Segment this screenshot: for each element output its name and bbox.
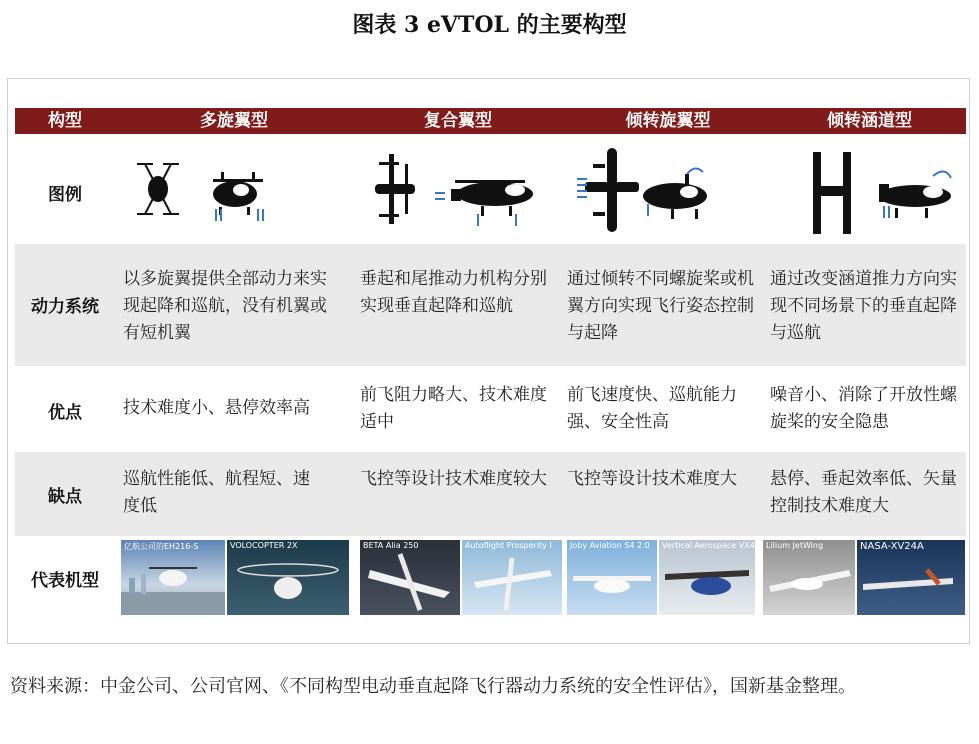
photo-beta-alia	[360, 540, 460, 615]
cons-cell-tiltrotor: 飞控等设计技术难度大	[567, 469, 737, 489]
photo-volocopter	[227, 540, 349, 615]
tiltduct-diagram	[795, 134, 965, 244]
photo-caption: Joby Aviation S4 2.0	[570, 541, 650, 550]
power-cell-tiltduct: 通过改变涵道推力方向实现不同场景下的垂直起降与巡航	[770, 269, 957, 343]
photo-caption: Vertical Aerospace VX4	[662, 541, 755, 550]
source-note: 资料来源：中金公司、公司官网、《不同构型电动垂直起降飞行器动力系统的安全性评估》，国新基金整理。	[10, 676, 856, 697]
photo-vertical-vx4	[659, 540, 755, 615]
compound-wing-diagram	[365, 134, 545, 244]
header-multirotor: 多旋翼型	[200, 111, 268, 131]
header-config: 构型	[48, 111, 82, 131]
cons-cell-tiltduct: 悬停、垂起效率低、矢量控制技术难度大	[770, 469, 957, 516]
photo-caption: VOLOCOPTER 2X	[230, 541, 298, 550]
diagram-row	[15, 134, 966, 244]
pros-cell-tiltrotor: 前飞速度快、巡航能力强、安全性高	[567, 385, 737, 432]
power-system-row	[15, 244, 966, 366]
row-label-cons: 缺点	[48, 487, 82, 507]
row-label-pros: 优点	[48, 403, 82, 423]
photo-autoflight	[462, 540, 562, 615]
header-tiltduct: 倾转涵道型	[827, 111, 912, 131]
pros-cell-tiltduct: 噪音小、消除了开放性螺旋桨的安全隐患	[770, 385, 957, 432]
pros-cell-compound: 前飞阻力略大、技术难度适中	[360, 385, 547, 432]
cons-cell-compound: 飞控等设计技术难度较大	[360, 469, 547, 489]
models-row	[15, 536, 966, 622]
photo-caption: Autoflight Prosperity I	[465, 541, 552, 550]
photo-joby	[567, 540, 657, 615]
figure-title: 图表 3 eVTOL 的主要构型	[352, 12, 627, 38]
photo-caption: NASA-XV24A	[860, 541, 924, 552]
power-cell-tiltrotor: 通过倾转不同螺旋桨或机翼方向实现飞行姿态控制与起降	[567, 269, 754, 343]
cons-cell-multirotor: 巡航性能低、航程短、速度低	[123, 469, 310, 516]
table-header	[15, 108, 966, 134]
power-cell-compound: 垂起和尾推动力机构分别实现垂直起降和巡航	[360, 269, 547, 316]
tiltrotor-diagram	[575, 134, 725, 244]
photo-lilium	[763, 540, 855, 615]
row-label-diagram: 图例	[48, 185, 82, 205]
photo-caption: 亿航公司的EH216-S	[124, 542, 199, 551]
cons-row	[15, 452, 966, 536]
power-cell-multirotor: 以多旋翼提供全部动力来实现起降和巡航，没有机翼或有短机翼	[123, 269, 327, 343]
photo-eh216s	[121, 540, 225, 615]
header-tiltrotor: 倾转旋翼型	[625, 111, 711, 131]
photo-caption: Lilium JetWing	[766, 541, 824, 550]
pros-row	[15, 366, 966, 452]
row-label-models: 代表机型	[31, 571, 99, 591]
pros-cell-multirotor: 技术难度小、悬停效率高	[123, 398, 310, 418]
multirotor-diagram	[135, 134, 295, 244]
photo-caption: BETA Alia 250	[363, 541, 419, 550]
photo-nasa-xv24a	[857, 540, 965, 615]
row-label-power: 动力系统	[31, 297, 99, 317]
header-compound: 复合翼型	[424, 111, 492, 131]
